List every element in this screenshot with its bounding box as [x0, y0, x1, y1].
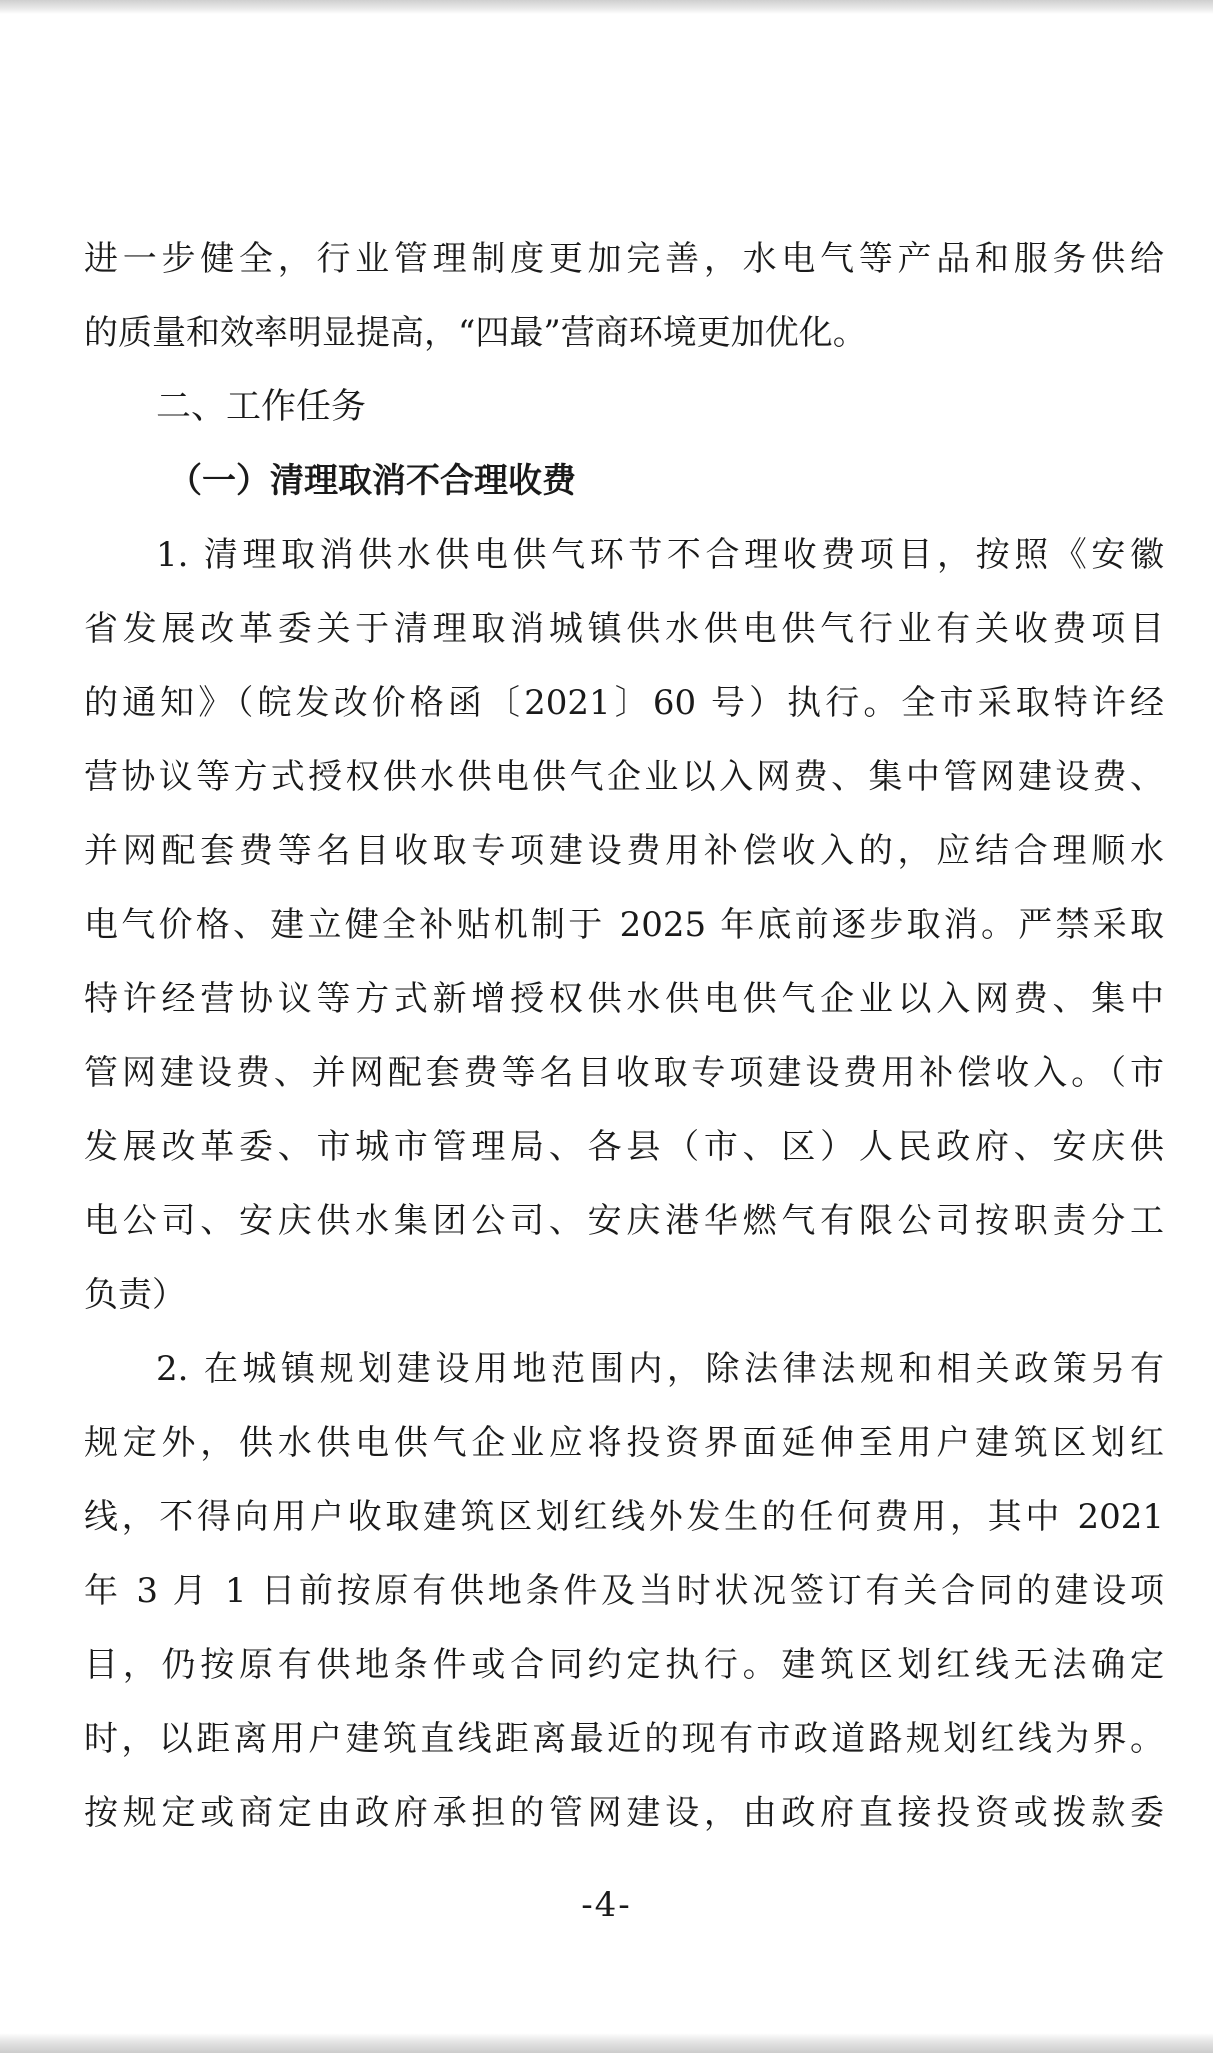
paragraph-1-line-11: 负责）	[84, 1275, 186, 1315]
body-line-1: 进一步健全，行业管理制度更加完善，水电气等产品和服务供给	[84, 239, 1164, 279]
paragraph-1-line-3: 的通知》（皖发改价格函〔2021〕60 号）执行。全市采取特许经	[84, 683, 1164, 723]
subsection-heading-fees: （一）清理取消不合理收费	[168, 461, 576, 501]
paragraph-1-line-2: 省发展改革委关于清理取消城镇供水供电供气行业有关收费项目	[84, 609, 1164, 649]
document-body	[84, 222, 1164, 1850]
page-number: -4-	[581, 1885, 632, 1925]
body-line-2: 的质量和效率明显提高，“四最”营商环境更加优化。	[84, 313, 867, 353]
paragraph-1-line-8: 管网建设费、并网配套费等名目收取专项建设费用补偿收入。（市	[84, 1053, 1164, 1093]
paragraph-1-line-6: 电气价格、建立健全补贴机制于 2025 年底前逐步取消。严禁采取	[84, 905, 1164, 945]
paragraph-1-line-10: 电公司、安庆供水集团公司、安庆港华燃气有限公司按职责分工	[84, 1201, 1164, 1241]
paragraph-2-line-2: 规定外，供水供电供气企业应将投资界面延伸至用户建筑区划红	[84, 1423, 1164, 1463]
paragraph-1-line-5: 并网配套费等名目收取专项建设费用补偿收入的，应结合理顺水	[84, 831, 1164, 871]
paragraph-1-line-1: 1. 清理取消供水供电供气环节不合理收费项目，按照《安徽	[156, 535, 1164, 575]
paragraph-1-line-9: 发展改革委、市城市管理局、各县（市、区）人民政府、安庆供	[84, 1127, 1164, 1167]
bottom-edge-shadow	[0, 2033, 1213, 2053]
paragraph-1-line-4: 营协议等方式授权供水供电供气企业以入网费、集中管网建设费、	[84, 757, 1164, 797]
section-heading-tasks: 二、工作任务	[156, 387, 367, 427]
paragraph-2-line-7: 按规定或商定由政府承担的管网建设，由政府直接投资或拨款委	[84, 1793, 1164, 1833]
paragraph-2-line-4: 年 3 月 1 日前按原有供地条件及当时状况签订有关合同的建设项	[84, 1571, 1164, 1611]
paragraph-2-line-6: 时，以距离用户建筑直线距离最近的现有市政道路规划红线为界。	[84, 1719, 1164, 1759]
paragraph-2-line-1: 2. 在城镇规划建设用地范围内，除法律法规和相关政策另有	[156, 1349, 1164, 1389]
top-edge-shadow	[0, 0, 1213, 14]
paragraph-1-line-7: 特许经营协议等方式新增授权供水供电供气企业以入网费、集中	[84, 979, 1164, 1019]
paragraph-2-line-5: 目，仍按原有供地条件或合同约定执行。建筑区划红线无法确定	[84, 1645, 1164, 1685]
paragraph-2-line-3: 线，不得向用户收取建筑区划红线外发生的任何费用，其中 2021	[84, 1497, 1164, 1537]
